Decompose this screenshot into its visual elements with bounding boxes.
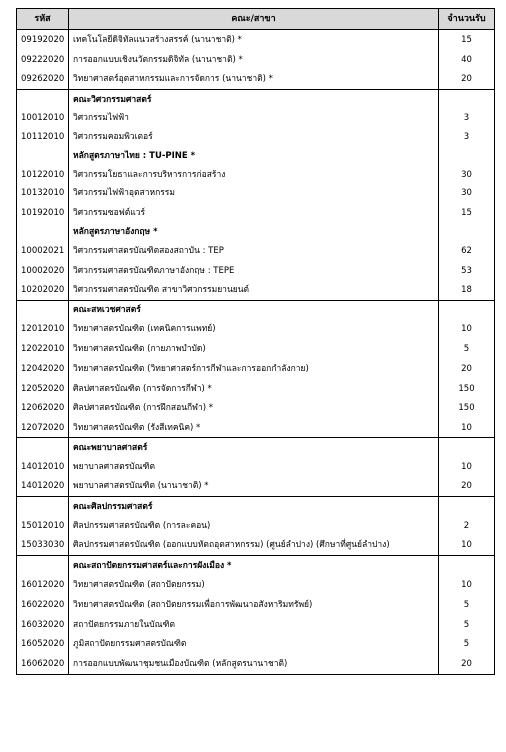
program-code-cell: 10012010 bbox=[17, 109, 69, 127]
seat-count-cell bbox=[439, 300, 495, 320]
program-name-cell: วิศวกรรมซอฟต์แวร์ bbox=[69, 203, 439, 222]
seat-count-cell: 62 bbox=[439, 242, 495, 262]
table-row bbox=[17, 281, 495, 301]
table-row bbox=[17, 166, 495, 184]
seat-count-cell: 18 bbox=[439, 281, 495, 301]
seat-count-cell: 20 bbox=[439, 359, 495, 379]
seat-count-cell: 150 bbox=[439, 379, 495, 399]
program-code-cell bbox=[17, 90, 69, 110]
table-row bbox=[17, 127, 495, 147]
table-row bbox=[17, 109, 495, 127]
seat-count-cell: 15 bbox=[439, 30, 495, 50]
table-row bbox=[17, 418, 495, 438]
seat-count-cell: 15 bbox=[439, 203, 495, 222]
program-name-cell: วิศวกรรมศาสตรบัณฑิตสองสถาบัน : TEP bbox=[69, 242, 439, 262]
program-name-cell: วิศวกรรมไฟฟ้าอุตสาหกรรม bbox=[69, 184, 439, 204]
table-row bbox=[17, 320, 495, 340]
program-name-cell: ศิลปกรรมศาสตรบัณฑิต (การละคอน) bbox=[69, 516, 439, 536]
table-row bbox=[17, 457, 495, 477]
seat-count-cell: 3 bbox=[439, 109, 495, 127]
seat-count-cell bbox=[439, 556, 495, 576]
table-row bbox=[17, 635, 495, 655]
program-code-cell: 12052020 bbox=[17, 379, 69, 399]
table-row bbox=[17, 575, 495, 595]
faculty-heading: คณะพยาบาลศาสตร์ bbox=[69, 438, 439, 458]
table-row bbox=[17, 595, 495, 615]
table-row bbox=[17, 70, 495, 90]
program-name-cell: วิทยาศาสตรบัณฑิต (วิทยาศาสตร์การกีฬาและการออกกำลังกาย) bbox=[69, 359, 439, 379]
table-row bbox=[17, 399, 495, 419]
program-code-cell: 10002020 bbox=[17, 261, 69, 281]
seat-count-cell: 40 bbox=[439, 50, 495, 70]
table-row bbox=[17, 516, 495, 536]
program-code-cell: 14012010 bbox=[17, 457, 69, 477]
seat-count-cell: 2 bbox=[439, 516, 495, 536]
table-row bbox=[17, 536, 495, 556]
program-code-cell: 14012020 bbox=[17, 477, 69, 497]
faculty-heading: คณะสถาปัตยกรรมศาสตร์และการผังเมือง * bbox=[69, 556, 439, 576]
program-code-cell: 09262020 bbox=[17, 70, 69, 90]
table-row bbox=[17, 261, 495, 281]
table-row bbox=[17, 654, 495, 674]
program-code-cell: 15012010 bbox=[17, 516, 69, 536]
seat-count-cell bbox=[439, 90, 495, 110]
program-code-cell: 10122010 bbox=[17, 166, 69, 184]
program-code-cell: 12042020 bbox=[17, 359, 69, 379]
faculty-heading-row bbox=[17, 147, 495, 166]
program-code-cell: 16012020 bbox=[17, 575, 69, 595]
faculty-heading-row bbox=[17, 222, 495, 242]
seat-count-cell bbox=[439, 497, 495, 517]
table-row bbox=[17, 242, 495, 262]
header-faculty: คณะ/สาขา bbox=[69, 9, 439, 30]
program-name-cell: วิทยาศาสตรบัณฑิต (สถาปัตยกรรมเพื่อการพัฒนาอสังหาริมทรัพย์) bbox=[69, 595, 439, 615]
table-row bbox=[17, 379, 495, 399]
faculty-heading-row bbox=[17, 497, 495, 517]
seat-count-cell: 5 bbox=[439, 635, 495, 655]
program-name-cell: พยาบาลศาสตรบัณฑิต (นานาชาติ) * bbox=[69, 477, 439, 497]
program-name-cell: วิศวกรรมศาสตรบัณฑิตภาษาอังกฤษ : TEPE bbox=[69, 261, 439, 281]
seat-count-cell: 10 bbox=[439, 320, 495, 340]
program-name-cell: วิทยาศาสตรบัณฑิต (รังสีเทคนิค) * bbox=[69, 418, 439, 438]
faculty-heading: หลักสูตรภาษาไทย : TU-PINE * bbox=[69, 147, 439, 166]
faculty-heading-row bbox=[17, 300, 495, 320]
program-name-cell: วิทยาศาสตรบัณฑิต (กายภาพบำบัด) bbox=[69, 339, 439, 359]
program-name-cell: การออกแบบพัฒนาชุมชนเมืองบัณฑิต (หลักสูตรนานาชาติ) bbox=[69, 654, 439, 674]
program-code-cell: 10112010 bbox=[17, 127, 69, 147]
program-name-cell: เทคโนโลยีดิจิทัลแนวสร้างสรรค์ (นานาชาติ) * bbox=[69, 30, 439, 50]
faculty-heading: หลักสูตรภาษาอังกฤษ * bbox=[69, 222, 439, 242]
program-code-cell: 10002021 bbox=[17, 242, 69, 262]
program-code-cell: 12062020 bbox=[17, 399, 69, 419]
program-name-cell: ภูมิสถาปัตยกรรมศาสตรบัณฑิต bbox=[69, 635, 439, 655]
admission-table-sheet bbox=[16, 8, 494, 675]
seat-count-cell: 5 bbox=[439, 615, 495, 635]
seat-count-cell: 30 bbox=[439, 166, 495, 184]
program-code-cell: 12012010 bbox=[17, 320, 69, 340]
program-code-cell bbox=[17, 556, 69, 576]
program-name-cell: วิทยาศาสตรบัณฑิต (สถาปัตยกรรม) bbox=[69, 575, 439, 595]
table-header-row bbox=[17, 9, 495, 30]
program-code-cell bbox=[17, 147, 69, 166]
program-name-cell: สถาปัตยกรรมภายในบัณฑิต bbox=[69, 615, 439, 635]
seat-count-cell: 53 bbox=[439, 261, 495, 281]
program-code-cell bbox=[17, 497, 69, 517]
seat-count-cell: 20 bbox=[439, 70, 495, 90]
faculty-heading: คณะสหเวชศาสตร์ bbox=[69, 300, 439, 320]
table-row bbox=[17, 339, 495, 359]
program-name-cell: วิศวกรรมศาสตรบัณฑิต สาขาวิศวกรรมยานยนต์ bbox=[69, 281, 439, 301]
table-row bbox=[17, 184, 495, 204]
header-code: รหัส bbox=[17, 9, 69, 30]
program-name-cell: พยาบาลศาสตรบัณฑิต bbox=[69, 457, 439, 477]
program-code-cell: 10132010 bbox=[17, 184, 69, 204]
program-code-cell: 12022010 bbox=[17, 339, 69, 359]
table-row bbox=[17, 203, 495, 222]
seat-count-cell: 10 bbox=[439, 457, 495, 477]
program-code-cell: 16022020 bbox=[17, 595, 69, 615]
program-code-cell: 16032020 bbox=[17, 615, 69, 635]
program-code-cell: 09222020 bbox=[17, 50, 69, 70]
seat-count-cell bbox=[439, 147, 495, 166]
program-name-cell: การออกแบบเชิงนวัตกรรมดิจิทัล (นานาชาติ) * bbox=[69, 50, 439, 70]
program-code-cell bbox=[17, 222, 69, 242]
program-code-cell: 09192020 bbox=[17, 30, 69, 50]
seat-count-cell: 10 bbox=[439, 418, 495, 438]
seat-count-cell: 3 bbox=[439, 127, 495, 147]
faculty-heading-row bbox=[17, 556, 495, 576]
seat-count-cell: 10 bbox=[439, 575, 495, 595]
program-name-cell: วิศวกรรมโยธาและการบริหารการก่อสร้าง bbox=[69, 166, 439, 184]
seat-count-cell bbox=[439, 222, 495, 242]
program-code-cell: 10192010 bbox=[17, 203, 69, 222]
header-seats: จำนวนรับ bbox=[439, 9, 495, 30]
seat-count-cell: 5 bbox=[439, 595, 495, 615]
table-row bbox=[17, 477, 495, 497]
program-code-cell bbox=[17, 300, 69, 320]
faculty-heading: คณะวิศวกรรมศาสตร์ bbox=[69, 90, 439, 110]
seat-count-cell: 20 bbox=[439, 477, 495, 497]
program-name-cell: วิศวกรรมไฟฟ้า bbox=[69, 109, 439, 127]
table-body bbox=[17, 30, 495, 675]
table-row bbox=[17, 615, 495, 635]
faculty-heading-row bbox=[17, 438, 495, 458]
program-code-cell: 10202020 bbox=[17, 281, 69, 301]
program-name-cell: วิทยาศาสตร์อุตสาหกรรมและการจัดการ (นานาชาติ) * bbox=[69, 70, 439, 90]
table-row bbox=[17, 50, 495, 70]
table-row bbox=[17, 359, 495, 379]
seat-count-cell: 150 bbox=[439, 399, 495, 419]
seat-count-cell: 20 bbox=[439, 654, 495, 674]
program-code-cell: 16062020 bbox=[17, 654, 69, 674]
program-name-cell: วิศวกรรมคอมพิวเตอร์ bbox=[69, 127, 439, 147]
seat-count-cell: 30 bbox=[439, 184, 495, 204]
seat-count-cell: 5 bbox=[439, 339, 495, 359]
program-code-cell: 12072020 bbox=[17, 418, 69, 438]
faculty-heading-row bbox=[17, 90, 495, 110]
program-name-cell: ศิลปศาสตรบัณฑิต (การจัดการกีฬา) * bbox=[69, 379, 439, 399]
program-code-cell bbox=[17, 438, 69, 458]
faculty-heading: คณะศิลปกรรมศาสตร์ bbox=[69, 497, 439, 517]
seat-count-cell bbox=[439, 438, 495, 458]
program-name-cell: ศิลปกรรมศาสตรบัณฑิต (ออกแบบหัตถอุตสาหกรรม) (ศูนย์ลำปาง) (ศึกษาที่ศูนย์ลำปาง) bbox=[69, 536, 439, 556]
program-name-cell: ศิลปศาสตรบัณฑิต (การฝึกสอนกีฬา) * bbox=[69, 399, 439, 419]
program-code-cell: 16052020 bbox=[17, 635, 69, 655]
seat-count-cell: 10 bbox=[439, 536, 495, 556]
table-row bbox=[17, 30, 495, 50]
program-seat-table bbox=[16, 8, 495, 675]
program-code-cell: 15033030 bbox=[17, 536, 69, 556]
program-name-cell: วิทยาศาสตรบัณฑิต (เทคนิคการแพทย์) bbox=[69, 320, 439, 340]
